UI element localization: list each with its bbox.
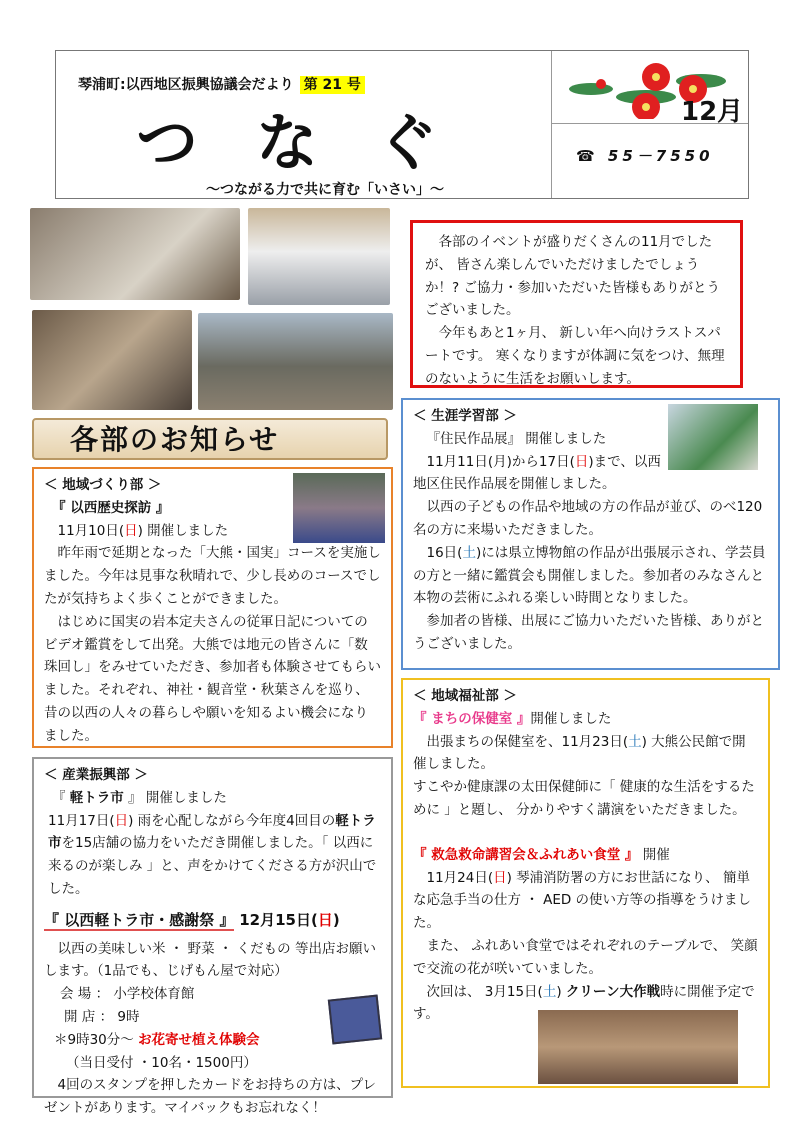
paragraph: 以西の美味しい米 ・ 野菜 ・ くだもの 等出店お願いします。（1品でも、じげもん屋で対応） <box>44 940 376 980</box>
photo-exhibition-wall <box>248 208 390 305</box>
photo-exhibition-visitors <box>30 208 240 300</box>
paragraph: 4回のスタンプを押したカードをお持ちの方は、プレゼントがあります。マイバックもお忘れなく！ <box>44 1077 377 1117</box>
section-heading: ＜ 産業振興部 ＞ <box>44 767 148 783</box>
phone-icon: ☎ <box>576 147 608 165</box>
sangyo-section <box>32 757 393 1117</box>
paragraph: 11月24日(日) 琴浦消防署の方にお世話になり、 簡単な応急手当の仕方 ・ AED の使い方等の指導をうけました。 <box>413 869 752 932</box>
paragraph: 11月17日(日) 雨を心配しながら今年度4回目の軽トラ市を15店舗の協力をいただき開催しました。「 以西に来るのが楽しみ 」と、声をかけてくださる方が沢山でした。 <box>48 812 377 897</box>
event-title: 『 軽トラ市 』 開催しました <box>52 789 227 806</box>
section-heading: ＜ 地域づくり部 ＞ <box>44 477 162 493</box>
newsletter-title: つなぐ <box>136 106 497 179</box>
paragraph: 16日(土)には県立博物館の作品が出張展示され、学芸員の方と一緒に鑑賞会も開催しました。参加者のみなさんと本物の芸術にふれる楽しい時間となりました。 <box>413 544 766 607</box>
paragraph: 次回は、 3月15日(土) クリーン大作戦時に開催予定です。 <box>413 983 755 1023</box>
greeting-box <box>410 220 743 388</box>
publisher: 琴浦町:以西地区振興協議会だより 第 21 号 <box>78 74 365 94</box>
masthead <box>55 50 749 199</box>
event-date: 11月10日(日) 開催しました <box>57 522 229 539</box>
chiiki-section <box>32 467 393 748</box>
paragraph: 参加者の皆様、出展にご協力いただいた皆様、ありがとうございました。 <box>413 613 764 652</box>
festival-heading: 『 以西軽トラ市・感謝祭 』 12月15日(日) <box>44 910 340 929</box>
section-heading: ＜ 生涯学習部 ＞ <box>413 408 517 424</box>
paragraph: はじめに国実の岩本定夫さんの従軍日記についてのビデオ鑑賞をして出発。大熊では地元の皆さんに「数珠回し」をみせていただき、参加者も体験させてもらいました。それぞれ、神社・観音堂・秋葉さんを巡り、昔の以西の人々の暮らしや願いを知るよい機会になりました。 <box>44 613 381 744</box>
paragraph: また、 ふれあい食堂ではそれぞれのテーブルで、 笑顔で交流の花が咲いていました。 <box>413 937 758 977</box>
venue: 会 場 ： 小学校体育館 <box>60 986 195 1003</box>
event-title: 『住民作品展』 開催しました <box>426 430 607 447</box>
shogai-section <box>401 398 780 670</box>
photo-juzu-mawashi <box>32 310 192 410</box>
paragraph: 以西の子どもの作品や地域の方の作品が並び、のべ120名の方に来場いただきました。 <box>413 499 763 538</box>
opening-time: 開 店 ： 9時 <box>64 1008 140 1025</box>
phone-number: ☎ 55－7550 <box>576 147 714 165</box>
photo-works-exhibition <box>668 404 758 470</box>
issue-number: 第 21 号 <box>300 76 365 94</box>
paragraph: 昨年雨で延期となった「大熊・国実」コースを実施しました。今年は見事な秋晴れで、少し長めのコースでしたが気持ちよく歩くことができました。 <box>44 545 381 607</box>
photo-shrine-walk <box>293 473 385 543</box>
slogan: ～つながる力で共に育む「いさい」～ <box>206 182 444 198</box>
workshop: ＊9時30分～ お花寄せ植え体験会 <box>54 1031 260 1048</box>
section-heading: ＜ 地域福祉部 ＞ <box>413 688 517 704</box>
kei-tora-logo <box>328 995 382 1045</box>
photo-community-dining <box>538 1010 738 1084</box>
event-title: 『 救急救命講習会＆ふれあい食堂 』 開催 <box>413 846 670 863</box>
section-banner: 各部のお知らせ <box>32 418 388 460</box>
greeting-text: 各部のイベントが盛りだくさんの11月でしたが、 皆さん楽しんでいただけましたでしょうか！? ご協力・参加いただいた皆様もありがとうございました。 <box>425 234 720 319</box>
month: 12月 <box>681 97 744 127</box>
event-title: 『 以西歴史探訪 』 <box>52 499 170 516</box>
workshop-detail: （当日受付 ・10名・1500円） <box>66 1054 257 1071</box>
greeting-text: 今年もあと1ヶ月、 新しい年へ向けラストスパートです。 寒くなりますが体調に気をつけ、無理のないように生活をお願いします。 <box>425 325 725 387</box>
paragraph: 11月11日(月)から17日(日)まで、以西地区住民作品展を開催しました。 <box>413 453 661 493</box>
photo-kei-tora-market <box>198 313 393 410</box>
event-title: 『 まちの保健室 』開催しました <box>413 710 612 727</box>
paragraph: 出張まちの保健室を、11月23日(土) 大熊公民館で開催しました。 <box>413 733 746 773</box>
paragraph: すこやか健康課の太田保健師に「 健康的な生活をするために 」と題し、 分かりやすく講演をいただきました。 <box>413 779 755 818</box>
fukushi-section <box>401 678 770 1088</box>
